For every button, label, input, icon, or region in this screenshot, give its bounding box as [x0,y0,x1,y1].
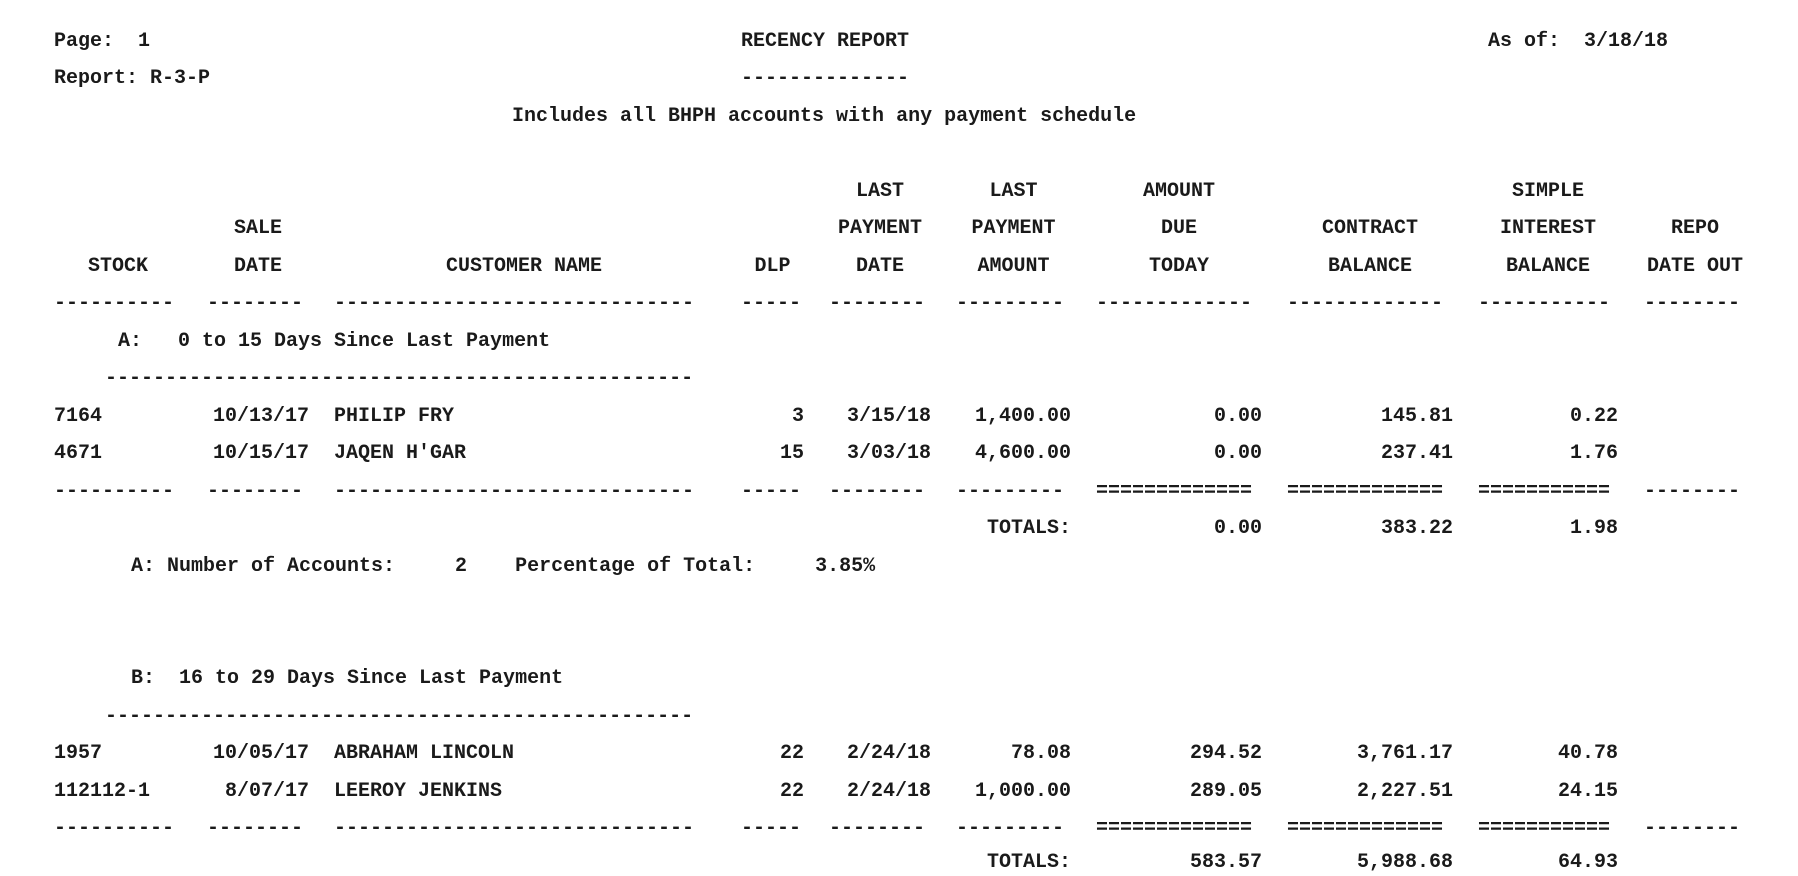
totals-label: TOTALS: [986,851,1071,874]
rule-segment: ------------- [1096,292,1253,315]
section-underline: ------------------------------------------------- [105,705,694,728]
total-amount-due: 583.57 [1189,851,1262,874]
cell-interest-balance: 24.15 [1557,780,1618,803]
rule-segment: -------- [1644,817,1741,840]
total-contract-balance: 5,988.68 [1356,851,1453,874]
col-header-repo-2: REPO [1670,217,1719,240]
rule-segment: --------- [956,480,1065,503]
cell-amount-due: 0.00 [1213,442,1262,465]
cell-sale-date: 10/13/17 [212,405,309,428]
cell-sale-date: 8/07/17 [224,780,309,803]
report-subtitle: Includes all BHPH accounts with any payment schedule [512,105,1137,128]
rule-segment: -------- [829,480,926,503]
cell-contract-balance: 3,761.17 [1356,742,1453,765]
rule-segment: -------- [207,480,304,503]
rule-segment: =========== [1478,480,1611,503]
rule-segment: --------- [956,817,1065,840]
section-title: B: 16 to 29 Days Since Last Payment [131,667,564,690]
rule-segment: ----- [741,480,802,503]
rule-segment: ------------------------------ [334,292,695,315]
cell-interest-balance: 1.76 [1569,442,1618,465]
col-header-last-pay-date-3: DATE [855,255,904,278]
cell-stock: 112112-1 [54,780,151,803]
section-underline: ------------------------------------------------- [105,367,694,390]
total-contract-balance: 383.22 [1380,517,1453,540]
col-header-contract-balance-3: BALANCE [1327,255,1412,278]
col-header-last-pay-date-1: LAST [855,180,904,203]
page-number: Page: 1 [54,30,151,53]
col-header-contract-balance-2: CONTRACT [1321,217,1418,240]
totals-label: TOTALS: [986,517,1071,540]
as-of-date: As of: 3/18/18 [1488,30,1669,53]
cell-dlp: 15 [779,442,804,465]
rule-segment: -------- [1644,480,1741,503]
cell-last-pay-amount: 1,400.00 [974,405,1071,428]
rule-segment: ---------- [54,292,175,315]
col-header-dlp-3: DLP [754,255,791,278]
report-title-underline: -------------- [741,67,910,90]
cell-amount-due: 294.52 [1189,742,1262,765]
col-header-interest-balance-2: INTEREST [1499,217,1596,240]
col-header-amount-due-3: TODAY [1148,255,1209,278]
cell-customer: JAQEN H'GAR [334,442,467,465]
report-title: RECENCY REPORT [741,30,910,53]
cell-contract-balance: 2,227.51 [1356,780,1453,803]
cell-customer: LEEROY JENKINS [334,780,503,803]
col-header-sale-date-3: DATE [233,255,282,278]
section-summary: A: Number of Accounts: 2 Percentage of Total: 3.85% [131,555,876,578]
rule-segment: -------- [829,292,926,315]
col-header-amount-due-1: AMOUNT [1142,180,1215,203]
cell-sale-date: 10/05/17 [212,742,309,765]
col-header-repo-3: DATE OUT [1646,255,1743,278]
rule-segment: =========== [1478,817,1611,840]
cell-stock: 1957 [54,742,103,765]
col-header-stock-3: STOCK [87,255,148,278]
cell-dlp: 22 [779,742,804,765]
cell-amount-due: 0.00 [1213,405,1262,428]
cell-last-pay-amount: 4,600.00 [974,442,1071,465]
cell-customer: PHILIP FRY [334,405,455,428]
rule-segment: ---------- [54,817,175,840]
cell-contract-balance: 145.81 [1380,405,1453,428]
report-code: Report: R-3-P [54,67,211,90]
cell-last-pay-date: 3/03/18 [846,442,931,465]
rule-segment: -------- [829,817,926,840]
rule-segment: ============= [1096,817,1253,840]
rule-segment: ------------------------------ [334,817,695,840]
col-header-interest-balance-1: SIMPLE [1511,180,1584,203]
cell-contract-balance: 237.41 [1380,442,1453,465]
cell-stock: 4671 [54,442,103,465]
rule-segment: ----- [741,292,802,315]
cell-last-pay-date: 3/15/18 [846,405,931,428]
cell-dlp: 3 [791,405,804,428]
cell-last-pay-amount: 78.08 [1010,742,1071,765]
rule-segment: ============= [1287,817,1444,840]
col-header-last-pay-amount-3: AMOUNT [977,255,1050,278]
col-header-sale-date-2: SALE [233,217,282,240]
cell-customer: ABRAHAM LINCOLN [334,742,515,765]
total-interest-balance: 64.93 [1557,851,1618,874]
rule-segment: ---------- [54,480,175,503]
rule-segment: -------- [1644,292,1741,315]
cell-dlp: 22 [779,780,804,803]
rule-segment: -------- [207,817,304,840]
section-title: A: 0 to 15 Days Since Last Payment [118,330,551,353]
cell-interest-balance: 40.78 [1557,742,1618,765]
rule-segment: ------------------------------ [334,480,695,503]
col-header-last-pay-amount-1: LAST [989,180,1038,203]
col-header-customer-3: CUSTOMER NAME [445,255,603,278]
cell-interest-balance: 0.22 [1569,405,1618,428]
total-amount-due: 0.00 [1213,517,1262,540]
cell-sale-date: 10/15/17 [212,442,309,465]
cell-stock: 7164 [54,405,103,428]
rule-segment: ----------- [1478,292,1611,315]
col-header-interest-balance-3: BALANCE [1505,255,1590,278]
rule-segment: ------------- [1287,292,1444,315]
total-interest-balance: 1.98 [1569,517,1618,540]
rule-segment: -------- [207,292,304,315]
col-header-last-pay-date-2: PAYMENT [837,217,922,240]
col-header-last-pay-amount-2: PAYMENT [971,217,1056,240]
rule-segment: ----- [741,817,802,840]
cell-amount-due: 289.05 [1189,780,1262,803]
cell-last-pay-date: 2/24/18 [846,742,931,765]
rule-segment: ============= [1096,480,1253,503]
cell-last-pay-amount: 1,000.00 [974,780,1071,803]
col-header-amount-due-2: DUE [1160,217,1197,240]
cell-last-pay-date: 2/24/18 [846,780,931,803]
rule-segment: --------- [956,292,1065,315]
rule-segment: ============= [1287,480,1444,503]
